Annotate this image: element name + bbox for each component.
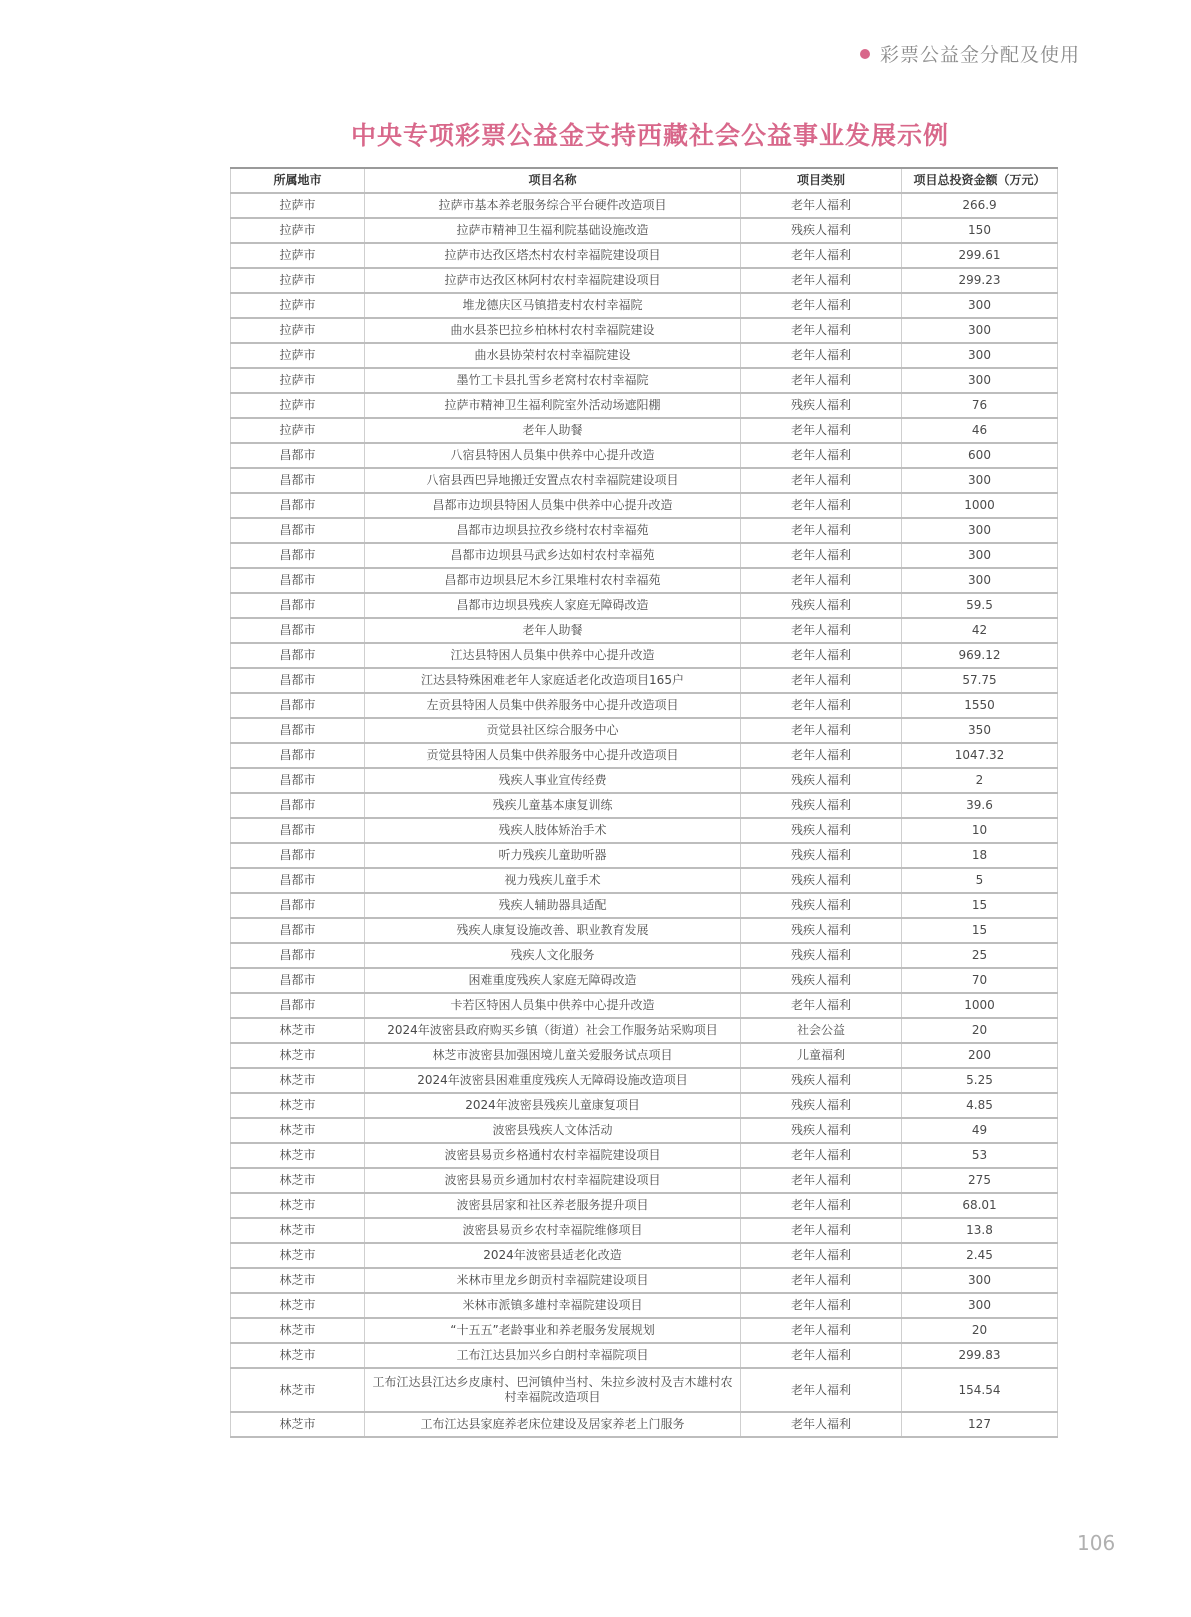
cell-amount: 46 <box>902 418 1058 443</box>
cell-amount: 20 <box>902 1018 1058 1043</box>
cell-amount: 57.75 <box>902 668 1058 693</box>
cell-city: 林芝市 <box>231 1118 365 1143</box>
cell-city: 林芝市 <box>231 1193 365 1218</box>
cell-city: 林芝市 <box>231 1243 365 1268</box>
cell-city: 昌都市 <box>231 918 365 943</box>
cell-amount: 2 <box>902 768 1058 793</box>
cell-project-name: 拉萨市精神卫生福利院基础设施改造 <box>365 218 741 243</box>
table-row <box>231 268 1058 293</box>
cell-project-name: 残疾人康复设施改善、职业教育发展 <box>365 918 741 943</box>
cell-category: 老年人福利 <box>741 618 902 643</box>
cell-project-name: “十五五”老龄事业和养老服务发展规划 <box>365 1318 741 1343</box>
table-row <box>231 1018 1058 1043</box>
cell-category: 老年人福利 <box>741 1193 902 1218</box>
cell-city: 林芝市 <box>231 1268 365 1293</box>
cell-category: 老年人福利 <box>741 343 902 368</box>
table-row <box>231 668 1058 693</box>
table-row <box>231 1343 1058 1368</box>
cell-project-name: 残疾人文化服务 <box>365 943 741 968</box>
table-row <box>231 393 1058 418</box>
page-title: 中央专项彩票公益金支持西藏社会公益事业发展示例 <box>350 121 949 150</box>
cell-amount: 200 <box>902 1043 1058 1068</box>
page-number: 106 <box>1077 1531 1116 1555</box>
cell-city: 拉萨市 <box>231 218 365 243</box>
cell-city: 昌都市 <box>231 493 365 518</box>
table-row <box>231 1268 1058 1293</box>
cell-city: 林芝市 <box>231 1143 365 1168</box>
cell-city: 拉萨市 <box>231 243 365 268</box>
table-row <box>231 693 1058 718</box>
cell-category: 残疾人福利 <box>741 1118 902 1143</box>
cell-amount: 300 <box>902 1268 1058 1293</box>
cell-city: 拉萨市 <box>231 318 365 343</box>
cell-amount: 70 <box>902 968 1058 993</box>
cell-project-name: 听力残疾儿童助听器 <box>365 843 741 868</box>
section-label: 彩票公益金分配及使用 <box>880 44 1081 66</box>
cell-city: 昌都市 <box>231 743 365 768</box>
cell-category: 残疾人福利 <box>741 943 902 968</box>
column-header-category: 项目类别 <box>741 168 902 193</box>
table-header-row <box>231 168 1058 193</box>
cell-amount: 13.8 <box>902 1218 1058 1243</box>
cell-category: 老年人福利 <box>741 1243 902 1268</box>
cell-category: 残疾人福利 <box>741 793 902 818</box>
cell-category: 老年人福利 <box>741 543 902 568</box>
cell-city: 林芝市 <box>231 1368 365 1412</box>
cell-city: 昌都市 <box>231 793 365 818</box>
cell-project-name: 残疾人肢体矫治手术 <box>365 818 741 843</box>
cell-category: 老年人福利 <box>741 693 902 718</box>
cell-amount: 20 <box>902 1318 1058 1343</box>
cell-amount: 1000 <box>902 493 1058 518</box>
cell-category: 残疾人福利 <box>741 768 902 793</box>
cell-city: 昌都市 <box>231 843 365 868</box>
table-row <box>231 318 1058 343</box>
cell-amount: 969.12 <box>902 643 1058 668</box>
cell-city: 林芝市 <box>231 1218 365 1243</box>
cell-category: 老年人福利 <box>741 318 902 343</box>
cell-category: 老年人福利 <box>741 493 902 518</box>
cell-amount: 5.25 <box>902 1068 1058 1093</box>
cell-amount: 299.23 <box>902 268 1058 293</box>
bullet-dot-icon <box>860 49 870 59</box>
cell-project-name: 墨竹工卡县扎雪乡老窝村农村幸福院 <box>365 368 741 393</box>
cell-project-name: 江达县特困人员集中供养中心提升改造 <box>365 643 741 668</box>
cell-city: 昌都市 <box>231 543 365 568</box>
cell-project-name: 昌都市边坝县拉孜乡绕村农村幸福苑 <box>365 518 741 543</box>
cell-category: 老年人福利 <box>741 1168 902 1193</box>
cell-project-name: 曲水县协荣村农村幸福院建设 <box>365 343 741 368</box>
cell-amount: 300 <box>902 368 1058 393</box>
cell-category: 残疾人福利 <box>741 1093 902 1118</box>
cell-project-name: 曲水县茶巴拉乡柏林村农村幸福院建设 <box>365 318 741 343</box>
table-row <box>231 1193 1058 1218</box>
table-row <box>231 1118 1058 1143</box>
cell-project-name: 工布江达县加兴乡白朗村幸福院项目 <box>365 1343 741 1368</box>
cell-amount: 300 <box>902 543 1058 568</box>
cell-city: 昌都市 <box>231 818 365 843</box>
cell-category: 老年人福利 <box>741 993 902 1018</box>
cell-city: 昌都市 <box>231 943 365 968</box>
cell-category: 老年人福利 <box>741 1318 902 1343</box>
cell-category: 老年人福利 <box>741 418 902 443</box>
cell-amount: 10 <box>902 818 1058 843</box>
cell-category: 儿童福利 <box>741 1043 902 1068</box>
column-header-project: 项目名称 <box>365 168 741 193</box>
cell-amount: 15 <box>902 918 1058 943</box>
column-header-city: 所属地市 <box>231 168 365 193</box>
cell-category: 社会公益 <box>741 1018 902 1043</box>
table-row <box>231 1293 1058 1318</box>
cell-category: 老年人福利 <box>741 268 902 293</box>
table-row <box>231 843 1058 868</box>
cell-category: 老年人福利 <box>741 1143 902 1168</box>
cell-project-name: 江达县特殊困难老年人家庭适老化改造项目165户 <box>365 668 741 693</box>
cell-project-name: 工布江达县江达乡皮康村、巴河镇仲当村、朱拉乡波村及吉木雄村农村幸福院改造项目 <box>365 1368 741 1412</box>
cell-amount: 299.83 <box>902 1343 1058 1368</box>
cell-project-name: 波密县易贡乡农村幸福院维修项目 <box>365 1218 741 1243</box>
cell-city: 拉萨市 <box>231 368 365 393</box>
cell-city: 昌都市 <box>231 593 365 618</box>
table-row <box>231 743 1058 768</box>
cell-project-name: 米林市派镇多雄村幸福院建设项目 <box>365 1293 741 1318</box>
cell-amount: 68.01 <box>902 1193 1058 1218</box>
cell-amount: 25 <box>902 943 1058 968</box>
cell-amount: 275 <box>902 1168 1058 1193</box>
table-body <box>231 193 1058 1437</box>
cell-amount: 5 <box>902 868 1058 893</box>
table-row <box>231 568 1058 593</box>
table-row <box>231 293 1058 318</box>
table-row <box>231 193 1058 218</box>
cell-amount: 600 <box>902 443 1058 468</box>
cell-category: 残疾人福利 <box>741 918 902 943</box>
table-row <box>231 1243 1058 1268</box>
cell-project-name: 老年人助餐 <box>365 618 741 643</box>
cell-category: 老年人福利 <box>741 293 902 318</box>
cell-amount: 300 <box>902 293 1058 318</box>
cell-amount: 299.61 <box>902 243 1058 268</box>
table-row <box>231 893 1058 918</box>
cell-city: 昌都市 <box>231 443 365 468</box>
table-row <box>231 993 1058 1018</box>
cell-category: 残疾人福利 <box>741 818 902 843</box>
cell-city: 拉萨市 <box>231 418 365 443</box>
projects-table <box>230 167 1058 1438</box>
cell-amount: 49 <box>902 1118 1058 1143</box>
cell-category: 老年人福利 <box>741 243 902 268</box>
table-row <box>231 493 1058 518</box>
table-row <box>231 793 1058 818</box>
cell-category: 老年人福利 <box>741 468 902 493</box>
cell-amount: 1047.32 <box>902 743 1058 768</box>
cell-amount: 76 <box>902 393 1058 418</box>
cell-city: 昌都市 <box>231 668 365 693</box>
cell-project-name: 昌都市边坝县特困人员集中供养中心提升改造 <box>365 493 741 518</box>
table-row <box>231 1068 1058 1093</box>
table-row <box>231 943 1058 968</box>
table-row <box>231 518 1058 543</box>
cell-project-name: 2024年波密县残疾儿童康复项目 <box>365 1093 741 1118</box>
cell-project-name: 2024年波密县政府购买乡镇（街道）社会工作服务站采购项目 <box>365 1018 741 1043</box>
cell-project-name: 堆龙德庆区马镇措麦村农村幸福院 <box>365 293 741 318</box>
cell-city: 林芝市 <box>231 1318 365 1343</box>
table-row <box>231 543 1058 568</box>
column-header-amount: 项目总投资金额（万元） <box>902 168 1058 193</box>
cell-project-name: 视力残疾儿童手术 <box>365 868 741 893</box>
table-row <box>231 818 1058 843</box>
cell-category: 老年人福利 <box>741 443 902 468</box>
cell-project-name: 波密县残疾人文体活动 <box>365 1118 741 1143</box>
table-row <box>231 418 1058 443</box>
cell-category: 老年人福利 <box>741 193 902 218</box>
table-row <box>231 368 1058 393</box>
cell-category: 残疾人福利 <box>741 868 902 893</box>
cell-city: 昌都市 <box>231 618 365 643</box>
table-row <box>231 918 1058 943</box>
cell-amount: 300 <box>902 343 1058 368</box>
cell-project-name: 昌都市边坝县马武乡达如村农村幸福苑 <box>365 543 741 568</box>
cell-project-name: 昌都市边坝县残疾人家庭无障碍改造 <box>365 593 741 618</box>
cell-category: 残疾人福利 <box>741 893 902 918</box>
cell-city: 昌都市 <box>231 993 365 1018</box>
cell-city: 昌都市 <box>231 968 365 993</box>
cell-category: 老年人福利 <box>741 368 902 393</box>
cell-project-name: 八宿县西巴异地搬迁安置点农村幸福院建设项目 <box>365 468 741 493</box>
cell-city: 林芝市 <box>231 1412 365 1437</box>
cell-project-name: 残疾人辅助器具适配 <box>365 893 741 918</box>
cell-amount: 300 <box>902 318 1058 343</box>
table-row <box>231 243 1058 268</box>
cell-amount: 42 <box>902 618 1058 643</box>
cell-category: 老年人福利 <box>741 568 902 593</box>
cell-project-name: 波密县易贡乡格通村农村幸福院建设项目 <box>365 1143 741 1168</box>
cell-category: 老年人福利 <box>741 1218 902 1243</box>
cell-project-name: 残疾儿童基本康复训练 <box>365 793 741 818</box>
cell-amount: 154.54 <box>902 1368 1058 1412</box>
cell-amount: 350 <box>902 718 1058 743</box>
cell-city: 林芝市 <box>231 1018 365 1043</box>
cell-city: 昌都市 <box>231 768 365 793</box>
table-row <box>231 718 1058 743</box>
cell-project-name: 波密县居家和社区养老服务提升项目 <box>365 1193 741 1218</box>
cell-category: 老年人福利 <box>741 743 902 768</box>
table-row <box>231 1093 1058 1118</box>
cell-city: 昌都市 <box>231 718 365 743</box>
table-row <box>231 1143 1058 1168</box>
cell-project-name: 拉萨市基本养老服务综合平台硬件改造项目 <box>365 193 741 218</box>
cell-category: 老年人福利 <box>741 1268 902 1293</box>
cell-category: 残疾人福利 <box>741 1068 902 1093</box>
cell-category: 残疾人福利 <box>741 968 902 993</box>
cell-project-name: 八宿县特困人员集中供养中心提升改造 <box>365 443 741 468</box>
table-row <box>231 768 1058 793</box>
table-row <box>231 468 1058 493</box>
cell-amount: 1000 <box>902 993 1058 1018</box>
cell-project-name: 残疾人事业宣传经费 <box>365 768 741 793</box>
table-row <box>231 1218 1058 1243</box>
cell-amount: 127 <box>902 1412 1058 1437</box>
cell-category: 残疾人福利 <box>741 218 902 243</box>
cell-project-name: 工布江达县家庭养老床位建设及居家养老上门服务 <box>365 1412 741 1437</box>
cell-project-name: 2024年波密县困难重度残疾人无障碍设施改造项目 <box>365 1068 741 1093</box>
table-row <box>231 218 1058 243</box>
cell-city: 昌都市 <box>231 643 365 668</box>
cell-amount: 266.9 <box>902 193 1058 218</box>
cell-amount: 300 <box>902 1293 1058 1318</box>
cell-city: 昌都市 <box>231 468 365 493</box>
table-row <box>231 1318 1058 1343</box>
cell-city: 拉萨市 <box>231 343 365 368</box>
table-row <box>231 643 1058 668</box>
cell-project-name: 昌都市边坝县尼木乡江果堆村农村幸福苑 <box>365 568 741 593</box>
cell-amount: 15 <box>902 893 1058 918</box>
cell-amount: 300 <box>902 468 1058 493</box>
cell-amount: 150 <box>902 218 1058 243</box>
section-header <box>860 40 1080 67</box>
cell-category: 老年人福利 <box>741 718 902 743</box>
cell-amount: 300 <box>902 518 1058 543</box>
cell-project-name: 老年人助餐 <box>365 418 741 443</box>
cell-project-name: 2024年波密县适老化改造 <box>365 1243 741 1268</box>
cell-project-name: 拉萨市达孜区塔杰村农村幸福院建设项目 <box>365 243 741 268</box>
cell-amount: 300 <box>902 568 1058 593</box>
cell-category: 残疾人福利 <box>741 593 902 618</box>
cell-amount: 39.6 <box>902 793 1058 818</box>
table-row <box>231 593 1058 618</box>
cell-category: 老年人福利 <box>741 1368 902 1412</box>
cell-category: 残疾人福利 <box>741 393 902 418</box>
table-row <box>231 868 1058 893</box>
cell-city: 昌都市 <box>231 568 365 593</box>
cell-amount: 2.45 <box>902 1243 1058 1268</box>
cell-city: 昌都市 <box>231 518 365 543</box>
cell-project-name: 拉萨市达孜区林阿村农村幸福院建设项目 <box>365 268 741 293</box>
table-row <box>231 1043 1058 1068</box>
table-row <box>231 343 1058 368</box>
cell-category: 残疾人福利 <box>741 843 902 868</box>
cell-city: 昌都市 <box>231 868 365 893</box>
cell-category: 老年人福利 <box>741 668 902 693</box>
cell-project-name: 左贡县特困人员集中供养服务中心提升改造项目 <box>365 693 741 718</box>
cell-category: 老年人福利 <box>741 518 902 543</box>
table-row <box>231 1412 1058 1437</box>
cell-category: 老年人福利 <box>741 1412 902 1437</box>
cell-project-name: 困难重度残疾人家庭无障碍改造 <box>365 968 741 993</box>
cell-category: 老年人福利 <box>741 1293 902 1318</box>
table-row <box>231 968 1058 993</box>
cell-project-name: 米林市里龙乡朗贡村幸福院建设项目 <box>365 1268 741 1293</box>
cell-category: 老年人福利 <box>741 643 902 668</box>
cell-city: 昌都市 <box>231 893 365 918</box>
table-row <box>231 1368 1058 1412</box>
cell-category: 老年人福利 <box>741 1343 902 1368</box>
cell-city: 林芝市 <box>231 1293 365 1318</box>
table-row <box>231 618 1058 643</box>
cell-amount: 18 <box>902 843 1058 868</box>
cell-project-name: 贡觉县社区综合服务中心 <box>365 718 741 743</box>
cell-project-name: 贡觉县特困人员集中供养服务中心提升改造项目 <box>365 743 741 768</box>
cell-city: 林芝市 <box>231 1068 365 1093</box>
cell-amount: 1550 <box>902 693 1058 718</box>
cell-project-name: 波密县易贡乡通加村农村幸福院建设项目 <box>365 1168 741 1193</box>
cell-city: 拉萨市 <box>231 293 365 318</box>
cell-city: 拉萨市 <box>231 268 365 293</box>
cell-city: 昌都市 <box>231 693 365 718</box>
cell-project-name: 拉萨市精神卫生福利院室外活动场遮阳棚 <box>365 393 741 418</box>
cell-project-name: 林芝市波密县加强困境儿童关爱服务试点项目 <box>365 1043 741 1068</box>
cell-amount: 53 <box>902 1143 1058 1168</box>
cell-project-name: 卡若区特困人员集中供养中心提升改造 <box>365 993 741 1018</box>
cell-city: 林芝市 <box>231 1093 365 1118</box>
cell-amount: 4.85 <box>902 1093 1058 1118</box>
cell-city: 拉萨市 <box>231 193 365 218</box>
cell-city: 拉萨市 <box>231 393 365 418</box>
cell-city: 林芝市 <box>231 1043 365 1068</box>
cell-city: 林芝市 <box>231 1168 365 1193</box>
cell-amount: 59.5 <box>902 593 1058 618</box>
table-row <box>231 443 1058 468</box>
cell-city: 林芝市 <box>231 1343 365 1368</box>
table-row <box>231 1168 1058 1193</box>
